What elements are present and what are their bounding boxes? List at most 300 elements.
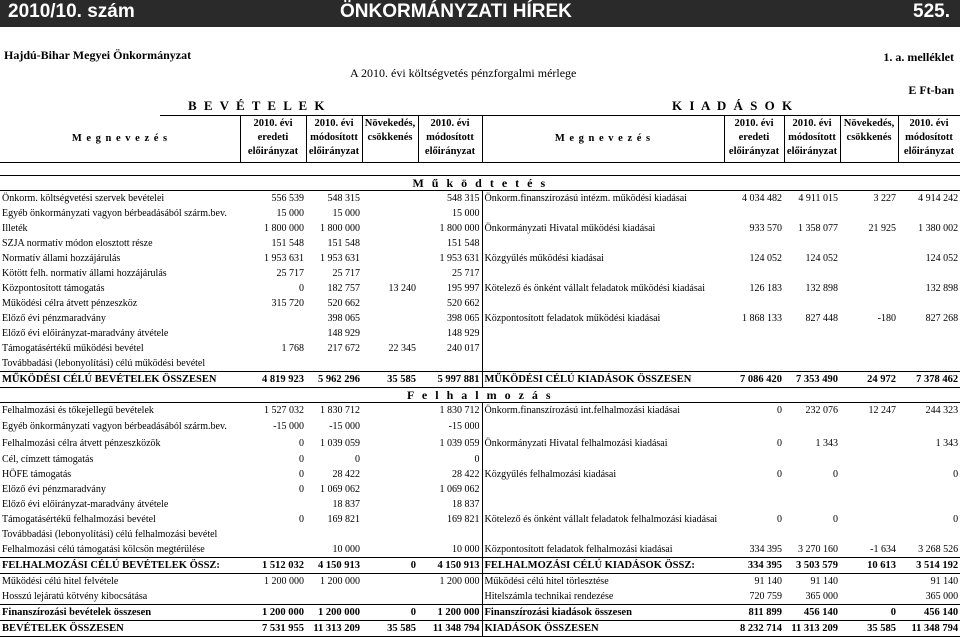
original-appropriation-header: 2010. évi eredeti előirányzat — [247, 118, 299, 157]
revenue-item-name: Támogatásértékű működési bevétel — [2, 343, 144, 354]
amount-cell — [362, 266, 418, 281]
amount-cell: 0 — [833, 469, 838, 480]
amount-cell — [724, 296, 784, 311]
amount-cell: 1 953 631 — [439, 253, 480, 264]
amount-cell: 7 378 462 — [898, 372, 960, 388]
amount-cell: 18 837 — [452, 499, 480, 510]
amount-cell — [898, 418, 960, 435]
amount-cell — [418, 356, 482, 372]
amount-cell — [362, 221, 418, 236]
table-row — [0, 311, 960, 326]
amount-cell: 1 343 — [935, 438, 959, 449]
amount-cell: 148 929 — [327, 328, 360, 339]
amount-cell: 8 232 714 — [724, 621, 784, 637]
amount-cell: 7 531 955 — [240, 621, 306, 637]
amount-cell: 91 140 — [810, 576, 838, 587]
amount-cell — [840, 574, 898, 590]
revenue-item-name: Felhalmozási és tőkejellegű bevételek — [2, 405, 154, 416]
amount-cell — [362, 356, 418, 372]
amount-cell: 11 348 794 — [418, 621, 482, 637]
amount-cell — [840, 467, 898, 482]
amount-cell — [898, 497, 960, 512]
amount-cell: 151 548 — [327, 238, 360, 249]
amount-cell: 520 662 — [447, 298, 480, 309]
table-row — [0, 341, 960, 356]
amount-cell — [724, 452, 784, 467]
amount-cell — [840, 589, 898, 605]
annex-label: 1. a. melléklet — [883, 50, 954, 64]
amount-cell: 365 000 — [805, 591, 838, 602]
amount-cell — [840, 296, 898, 311]
amount-cell: 11 348 794 — [898, 621, 960, 637]
amount-cell: 0 — [840, 605, 898, 621]
amount-cell — [362, 311, 418, 326]
amount-cell: 0 — [362, 558, 418, 574]
table-row — [0, 206, 960, 221]
amount-cell — [840, 266, 898, 281]
expense-item-name: Önkorm.finanszírozású intézm. működési kiadásai — [482, 191, 724, 207]
amount-cell — [840, 356, 898, 372]
original-appropriation-header: 2010. évi eredeti előirányzat — [728, 118, 780, 157]
amount-cell — [840, 236, 898, 251]
revenue-item-name: Felhalmozási célra átvett pénzeszközök — [2, 438, 161, 449]
amount-cell — [784, 266, 840, 281]
amount-cell — [362, 191, 418, 207]
amount-cell: 1 800 000 — [320, 223, 360, 234]
revenue-item-name: Támogatásértékű felhalmozási bevétel — [2, 514, 156, 525]
amount-cell: 25 717 — [332, 268, 360, 279]
amount-cell: 3 514 192 — [898, 558, 960, 574]
modified-appropriation-header: 2010. évi módosított előirányzat — [308, 118, 360, 157]
expense-item-name — [482, 482, 724, 497]
expense-item-name: Központosított feladatok felhalmozási kiadásai — [482, 542, 724, 558]
table-row — [0, 467, 960, 482]
amount-cell: 10 000 — [332, 544, 360, 555]
expense-item-name — [482, 452, 724, 467]
amount-cell: 10 000 — [452, 544, 480, 555]
amount-cell — [362, 527, 418, 542]
amount-cell — [240, 527, 306, 542]
amount-cell — [362, 542, 418, 558]
table-row — [0, 191, 960, 207]
amount-cell — [840, 206, 898, 221]
amount-cell: 217 672 — [327, 343, 360, 354]
revenue-item-name: Továbbadási (lebonyolítási) célú felhalmozási bevétel — [2, 529, 218, 540]
amount-cell: 0 — [299, 454, 304, 465]
amount-cell: -15 000 — [273, 421, 304, 432]
amount-cell — [418, 527, 482, 542]
expense-item-name — [482, 326, 724, 341]
amount-cell: 365 000 — [925, 591, 959, 602]
table-row — [0, 435, 960, 452]
amount-cell: 124 052 — [805, 253, 838, 264]
amount-cell — [784, 356, 840, 372]
amount-cell — [784, 206, 840, 221]
amount-cell: 244 323 — [925, 405, 959, 416]
table-row — [0, 452, 960, 467]
amount-cell: 4 034 482 — [742, 193, 782, 204]
amount-cell — [306, 589, 362, 605]
change-header: Növekedés, csökkenés — [364, 118, 416, 143]
amount-cell: 1 200 000 — [306, 605, 362, 621]
amount-cell: 0 — [299, 283, 304, 294]
amount-cell: 25 717 — [276, 268, 304, 279]
revenue-item-name: Előző évi előirányzat-maradvány átvétele — [2, 499, 169, 510]
expense-item-name — [482, 497, 724, 512]
revenue-item-name: Központosított támogatás — [2, 283, 105, 294]
expense-item-name — [482, 266, 724, 281]
table-row — [0, 589, 960, 605]
amount-cell — [362, 326, 418, 341]
table-row — [0, 326, 960, 341]
expense-item-name: Finanszírozási kiadások összesen — [482, 605, 724, 621]
amount-cell — [240, 589, 306, 605]
amount-cell — [362, 206, 418, 221]
expense-item-name: Közgyűlés felhalmozási kiadásai — [482, 467, 724, 482]
amount-cell: 827 268 — [925, 313, 959, 324]
section-title: M ű k ö d t e t é s — [0, 176, 960, 191]
amount-cell — [784, 236, 840, 251]
amount-cell — [724, 266, 784, 281]
amount-cell: 25 717 — [452, 268, 480, 279]
amount-cell: 1 343 — [815, 438, 838, 449]
revenue-item-name: Egyéb önkormányzati vagyon bérbeadásából szárm.bev. — [2, 208, 227, 219]
amount-cell — [724, 326, 784, 341]
expense-item-name: Önkormányzati Hivatal felhalmozási kiadásai — [482, 435, 724, 452]
amount-cell — [898, 452, 960, 467]
amount-cell: 1 200 000 — [240, 605, 306, 621]
amount-cell — [362, 251, 418, 266]
amount-cell: 1 200 000 — [418, 605, 482, 621]
amount-cell — [840, 452, 898, 467]
amount-cell: 0 — [953, 514, 959, 525]
amount-cell — [784, 482, 840, 497]
amount-cell: 0 — [474, 454, 480, 465]
amount-cell: 3 227 — [873, 193, 896, 204]
unit-label: E Ft-ban — [908, 83, 954, 97]
revenue-item-name: Normatív állami hozzájárulás — [2, 253, 121, 264]
amount-cell: 182 757 — [327, 283, 360, 294]
revenue-item-name: Továbbadási (lebonyolítási) célú működési bevétel — [2, 358, 206, 369]
amount-cell: 15 000 — [332, 208, 360, 219]
amount-cell: 5 962 296 — [306, 372, 362, 388]
amount-cell — [840, 418, 898, 435]
amount-cell — [362, 574, 418, 590]
expense-item-name: Működési célú hitel törlesztése — [482, 574, 724, 590]
page-number: 525. — [913, 1, 950, 22]
amount-cell: 1 069 062 — [320, 484, 360, 495]
amount-cell — [724, 527, 784, 542]
table-row — [0, 296, 960, 311]
revenue-item-name: BEVÉTELEK ÖSSZESEN — [0, 621, 240, 637]
amount-cell: 13 240 — [388, 283, 416, 294]
change-header: Növekedés, csökkenés — [843, 118, 895, 143]
amount-cell: 1 200 000 — [264, 576, 304, 587]
amount-cell: 0 — [299, 469, 304, 480]
amount-cell — [784, 296, 840, 311]
amount-cell: 315 720 — [271, 298, 304, 309]
amount-cell: 398 065 — [327, 313, 360, 324]
amount-cell — [240, 356, 306, 372]
expense-item-name — [482, 206, 724, 221]
amount-cell — [898, 236, 960, 251]
amount-cell: -180 — [877, 313, 896, 324]
amount-cell: 1 830 712 — [439, 405, 480, 416]
section-title: F e l h a l m o z á s — [0, 388, 960, 403]
revenue-item-name: Működési célú hitel felvétele — [2, 576, 119, 587]
amount-cell: 811 899 — [724, 605, 784, 621]
amount-cell — [724, 236, 784, 251]
amount-cell — [898, 527, 960, 542]
amount-cell: 0 — [777, 438, 782, 449]
expense-item-name: Önkormányzati Hivatal működési kiadásai — [482, 221, 724, 236]
amount-cell: 4 911 015 — [798, 193, 838, 204]
amount-cell: 1 830 712 — [320, 405, 360, 416]
amount-cell — [784, 418, 840, 435]
amount-cell: 1 800 000 — [439, 223, 480, 234]
amount-cell — [784, 326, 840, 341]
revenue-item-name: Előző évi pénzmaradvány — [2, 484, 106, 495]
revenue-section-title: B E V É T E L E K — [188, 98, 327, 113]
amount-cell: 7 086 420 — [724, 372, 784, 388]
amount-cell — [898, 266, 960, 281]
total-row — [0, 558, 960, 574]
amount-cell — [898, 482, 960, 497]
amount-cell: 4 150 913 — [418, 558, 482, 574]
expense-item-name: FELHALMOZÁSI CÉLÚ KIADÁSOK ÖSSZ: — [482, 558, 724, 574]
revenue-item-name: MŰKÖDÉSI CÉLÚ BEVÉTELEK ÖSSZESEN — [0, 372, 240, 388]
amount-cell: 28 422 — [332, 469, 360, 480]
amount-cell: 0 — [953, 469, 959, 480]
issue-number: 2010/10. szám — [8, 1, 135, 22]
table-row — [0, 542, 960, 558]
amount-cell: 10 613 — [840, 558, 898, 574]
amount-cell: 126 183 — [749, 283, 782, 294]
amount-cell: 1 200 000 — [320, 576, 360, 587]
amount-cell: 456 140 — [784, 605, 840, 621]
amount-cell: 169 821 — [327, 514, 360, 525]
amount-cell: 520 662 — [327, 298, 360, 309]
amount-cell — [362, 512, 418, 527]
amount-cell: 548 315 — [447, 193, 480, 204]
amount-cell: 18 837 — [332, 499, 360, 510]
amount-cell: 1 200 000 — [439, 576, 480, 587]
table-row — [0, 236, 960, 251]
amount-cell: 4 819 923 — [240, 372, 306, 388]
amount-cell: 334 395 — [749, 544, 782, 555]
amount-cell: 1 953 631 — [264, 253, 304, 264]
amount-cell: 0 — [362, 605, 418, 621]
amount-cell — [362, 452, 418, 467]
amount-cell: 398 065 — [447, 313, 480, 324]
expense-item-name — [482, 356, 724, 372]
amount-cell: 4 914 242 — [918, 193, 959, 204]
amount-cell — [840, 341, 898, 356]
amount-cell: 720 759 — [749, 591, 782, 602]
amount-cell: -1 634 — [870, 544, 896, 555]
amount-cell: 0 — [777, 405, 782, 416]
amount-cell — [306, 356, 362, 372]
amount-cell: 0 — [299, 484, 304, 495]
amount-cell: -15 000 — [448, 421, 480, 432]
amount-cell: 21 925 — [868, 223, 896, 234]
amount-cell: 132 898 — [805, 283, 838, 294]
amount-cell — [898, 356, 960, 372]
amount-cell: 1 512 032 — [240, 558, 306, 574]
amount-cell: 0 — [299, 514, 304, 525]
table-row — [0, 482, 960, 497]
amount-cell: 1 768 — [281, 343, 304, 354]
amount-cell: 35 585 — [362, 372, 418, 388]
table-row — [0, 221, 960, 236]
revenue-item-name: Finanszírozási bevételek összesen — [0, 605, 240, 621]
amount-cell: 124 052 — [749, 253, 782, 264]
expense-item-name: Hitelszámla technikai rendezése — [482, 589, 724, 605]
amount-cell — [840, 251, 898, 266]
county-name: Hajdú-Bihar Megyei Önkormányzat — [4, 48, 192, 62]
amount-cell — [784, 497, 840, 512]
amount-cell: 151 548 — [447, 238, 480, 249]
amount-cell — [840, 497, 898, 512]
amount-cell — [840, 482, 898, 497]
amount-cell — [240, 311, 306, 326]
amount-cell — [724, 341, 784, 356]
amount-cell: 35 585 — [840, 621, 898, 637]
amount-cell: 124 052 — [925, 253, 959, 264]
amount-cell: 1 069 062 — [439, 484, 480, 495]
amount-cell: 132 898 — [925, 283, 959, 294]
amount-cell — [898, 296, 960, 311]
amount-cell: 4 150 913 — [306, 558, 362, 574]
amount-cell — [784, 527, 840, 542]
revenue-item-name: Kötött felh. normatív állami hozzájárulás — [2, 268, 167, 279]
amount-cell: 0 — [355, 454, 360, 465]
amount-cell: 0 — [777, 469, 782, 480]
amount-cell: 35 585 — [362, 621, 418, 637]
amount-cell: 169 821 — [447, 514, 480, 525]
revenue-item-name: SZJA normatív módon elosztott része — [2, 238, 153, 249]
amount-cell: 232 076 — [805, 405, 838, 416]
amount-cell: 1 039 059 — [320, 438, 360, 449]
amount-cell: 0 — [299, 438, 304, 449]
revenue-name-column-header: M e g n e v e z é s — [71, 133, 169, 144]
expense-item-name: KIADÁSOK ÖSSZESEN — [482, 621, 724, 637]
table-row — [0, 356, 960, 372]
amount-cell: 827 448 — [805, 313, 838, 324]
amount-cell: 24 972 — [840, 372, 898, 388]
amount-cell: -15 000 — [329, 421, 360, 432]
amount-cell: 1 527 032 — [264, 405, 304, 416]
total-row — [0, 621, 960, 637]
final-appropriation-header: 2010. évi módosított előirányzat — [424, 118, 476, 157]
amount-cell: 1 868 133 — [742, 313, 782, 324]
table-row — [0, 497, 960, 512]
amount-cell: 15 000 — [276, 208, 304, 219]
amount-cell: 556 539 — [271, 193, 304, 204]
amount-cell: 0 — [833, 514, 838, 525]
expense-name-column-header: M e g n e v e z é s — [554, 133, 652, 144]
amount-cell — [724, 356, 784, 372]
table-row — [0, 574, 960, 590]
amount-cell: 456 140 — [898, 605, 960, 621]
expense-item-name — [482, 527, 724, 542]
section-header-row — [0, 176, 960, 191]
revenue-item-name: Felhalmozási célú támogatási kölcsön megtérülése — [2, 544, 205, 555]
total-row — [0, 605, 960, 621]
revenue-item-name: Cél, címzett támogatás — [2, 454, 94, 465]
amount-cell — [362, 482, 418, 497]
amount-cell — [418, 589, 482, 605]
amount-cell — [362, 296, 418, 311]
amount-cell: 3 270 160 — [798, 544, 838, 555]
table-row — [0, 251, 960, 266]
amount-cell — [240, 497, 306, 512]
amount-cell: 151 548 — [271, 238, 304, 249]
amount-cell — [362, 418, 418, 435]
revenue-item-name: Illeték — [2, 223, 28, 234]
expense-item-name: Közgyűlés működési kiadásai — [482, 251, 724, 266]
total-row — [0, 372, 960, 388]
section-header-row — [0, 388, 960, 403]
amount-cell: 22 345 — [388, 343, 416, 354]
amount-cell: 3 503 579 — [784, 558, 840, 574]
amount-cell: 12 247 — [868, 405, 896, 416]
amount-cell: 240 017 — [447, 343, 480, 354]
amount-cell — [840, 512, 898, 527]
table-row — [0, 418, 960, 435]
amount-cell: 933 570 — [749, 223, 782, 234]
expense-item-name — [482, 296, 724, 311]
amount-cell — [898, 341, 960, 356]
expense-item-name: Kötelező és önként vállalt feladatok működési kiadásai — [482, 281, 724, 296]
amount-cell: 7 353 490 — [784, 372, 840, 388]
amount-cell — [240, 326, 306, 341]
amount-cell — [240, 542, 306, 558]
amount-cell — [898, 206, 960, 221]
expense-item-name: MŰKÖDÉSI CÉLÚ KIADÁSOK ÖSSZESEN — [482, 372, 724, 388]
revenue-item-name: Működési célra átvett pénzeszköz — [2, 298, 138, 309]
amount-cell — [898, 326, 960, 341]
amount-cell: 28 422 — [452, 469, 480, 480]
expense-item-name — [482, 418, 724, 435]
amount-cell — [840, 527, 898, 542]
amount-cell — [306, 527, 362, 542]
amount-cell: 91 140 — [754, 576, 782, 587]
amount-cell — [362, 467, 418, 482]
amount-cell — [784, 341, 840, 356]
document-title: A 2010. évi költségvetés pénzforgalmi mérlege — [350, 66, 577, 80]
amount-cell — [362, 497, 418, 512]
table-row — [0, 403, 960, 419]
amount-cell: 334 395 — [724, 558, 784, 574]
amount-cell: 3 268 526 — [918, 544, 959, 555]
amount-cell — [784, 452, 840, 467]
page-header-bar — [0, 0, 960, 27]
table-row — [0, 266, 960, 281]
amount-cell: 11 313 209 — [306, 621, 362, 637]
amount-cell: 148 929 — [447, 328, 480, 339]
table-row — [0, 281, 960, 296]
amount-cell: 195 997 — [447, 283, 480, 294]
expense-section-title: K I A D Á S O K — [672, 98, 795, 113]
amount-cell: 1 953 631 — [320, 253, 360, 264]
expense-item-name — [482, 236, 724, 251]
final-appropriation-header: 2010. évi módosított előirányzat — [903, 118, 955, 157]
expense-item-name: Önkorm.finanszírozású int.felhalmozási kiadásai — [482, 403, 724, 419]
expense-item-name: Kötelező és önként vállalt feladatok felhalmozási kiadásai — [482, 512, 724, 527]
amount-cell — [840, 281, 898, 296]
amount-cell: 1 800 000 — [264, 223, 304, 234]
